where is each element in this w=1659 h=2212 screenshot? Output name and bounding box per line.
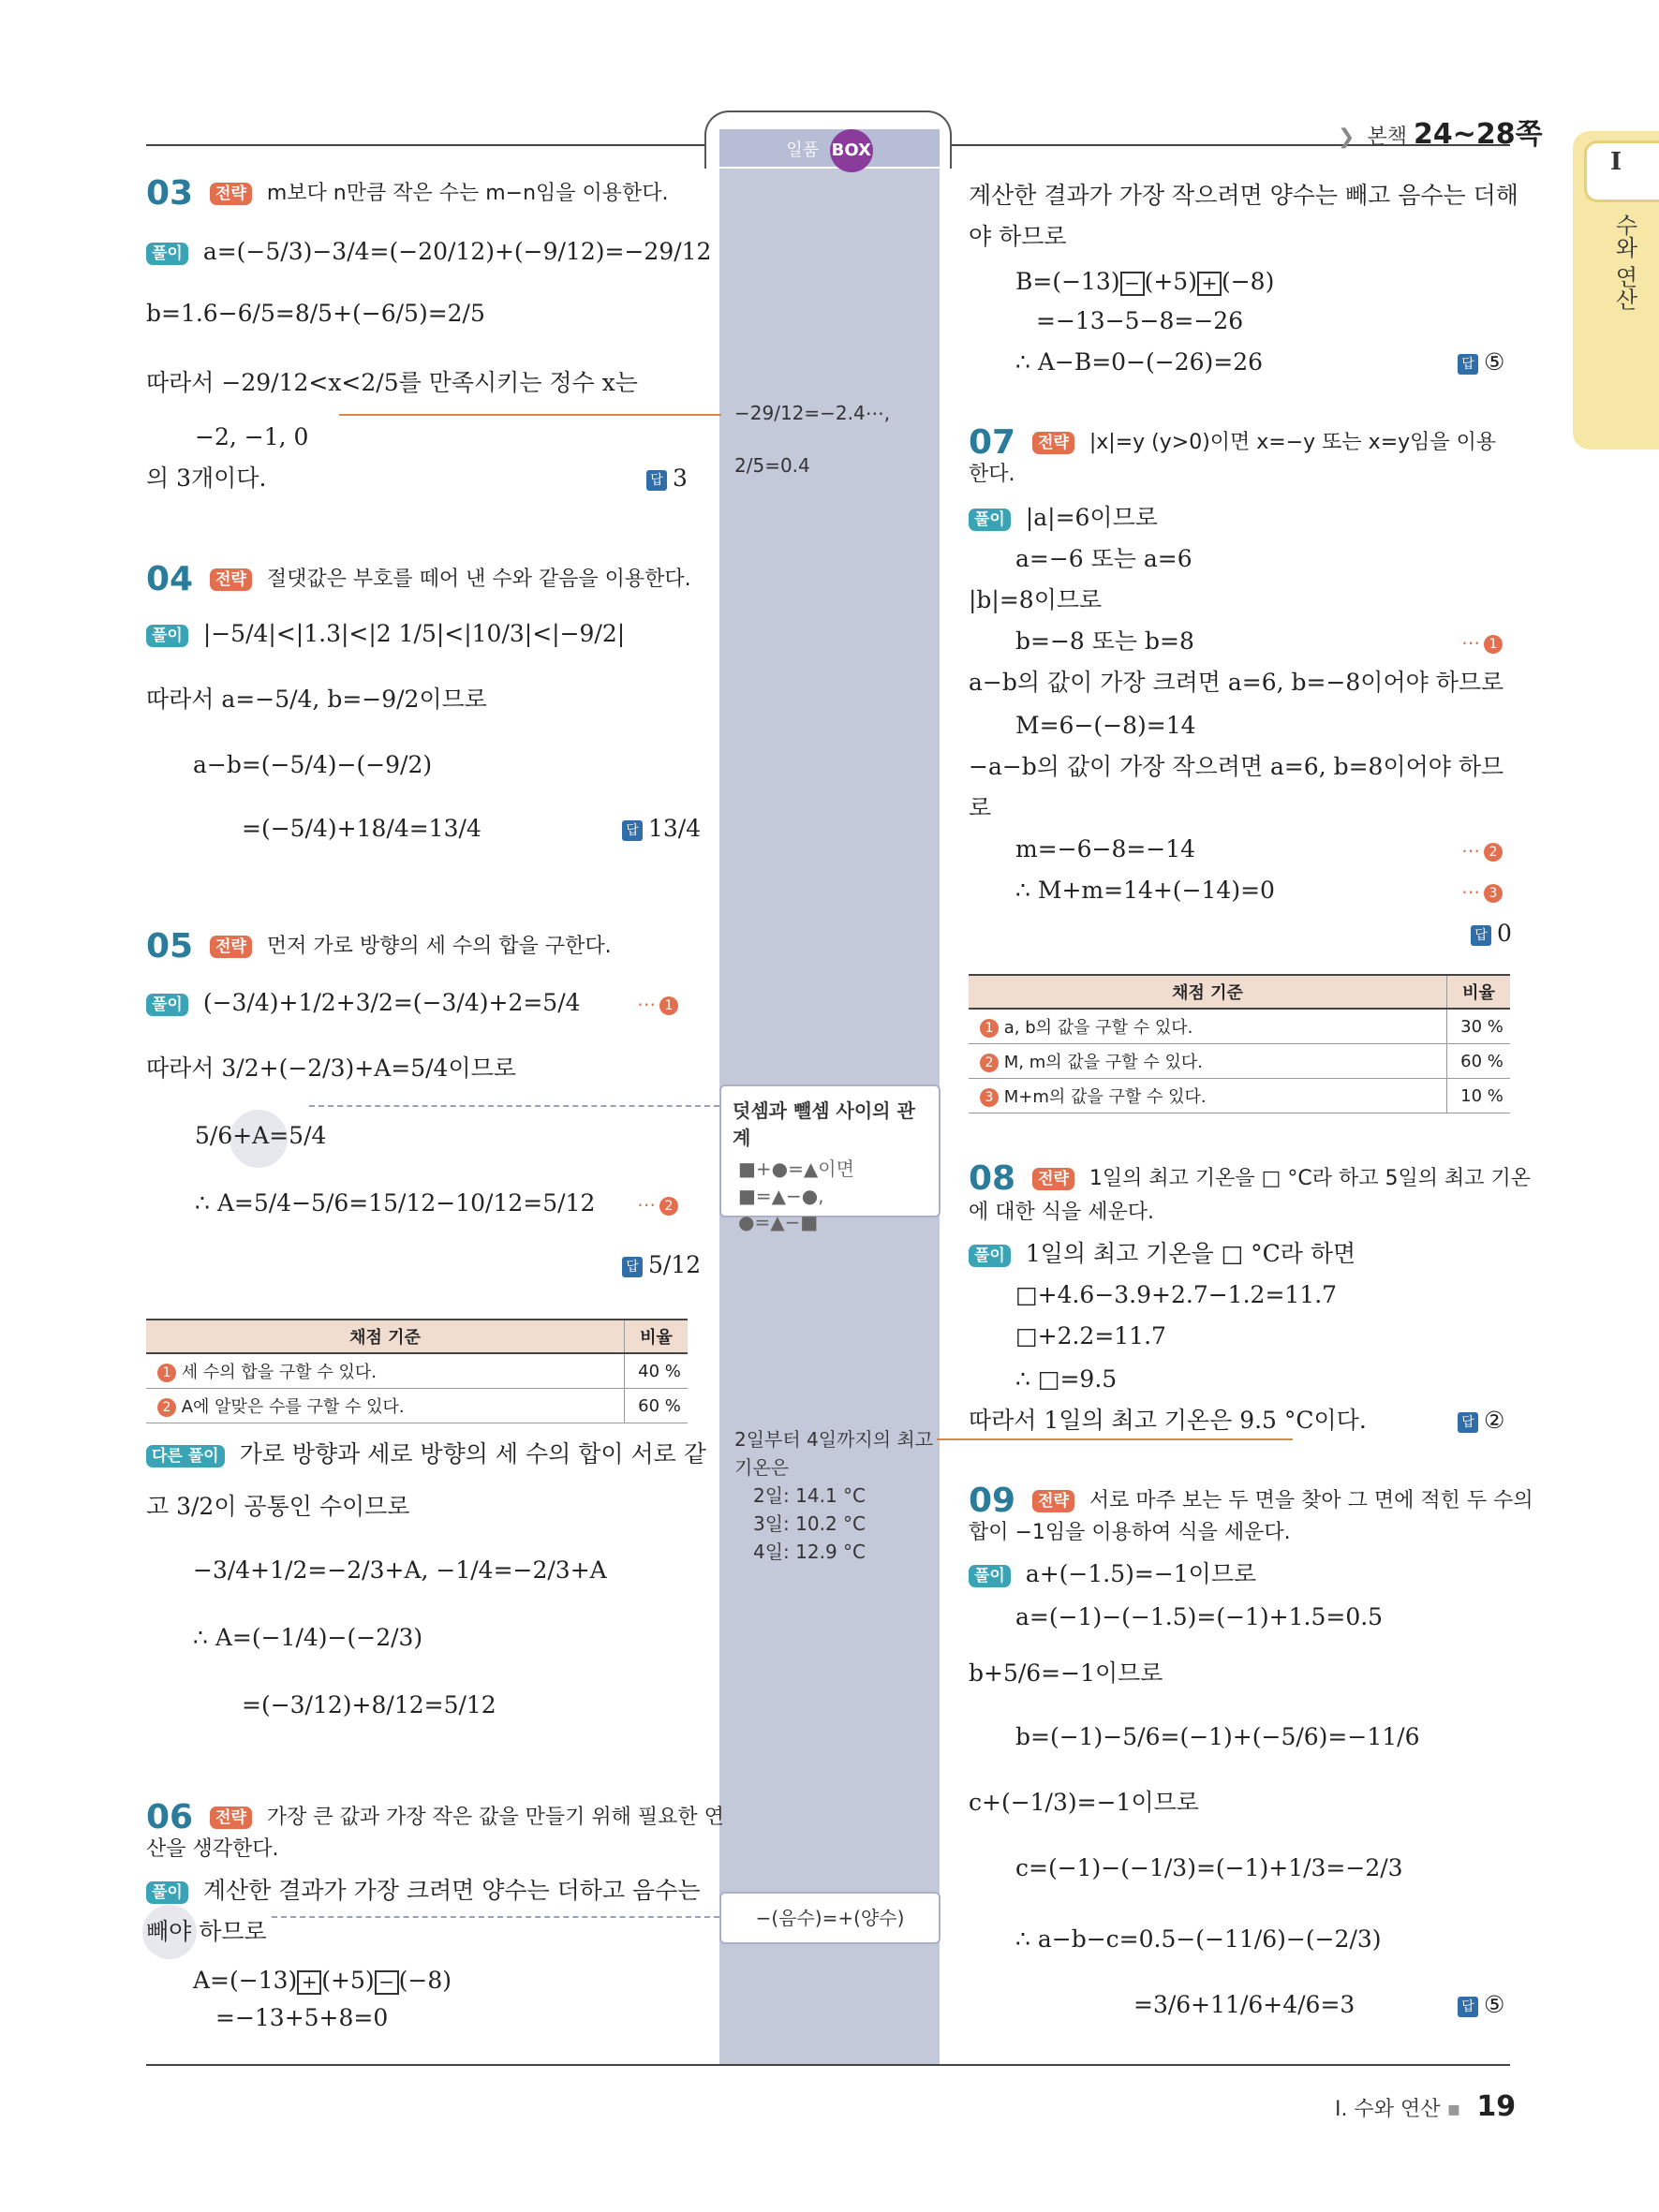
- math-part: (+5): [321, 1967, 375, 1994]
- other-solution-tag: 다른 풀이: [146, 1445, 225, 1467]
- p07-line3: |b|=8이므로: [969, 586, 1103, 613]
- p09-line3: b+5/6=−1이므로: [969, 1659, 1163, 1687]
- p06-right2: 야 하므로: [969, 223, 1067, 250]
- p05-step2: ⋯ 2: [637, 1187, 678, 1220]
- footer-chapter: I. 수와 연산: [1335, 2098, 1441, 2121]
- note2-line: ■+●=▲이면: [738, 1158, 854, 1180]
- strategy-text: 가장 큰 값과 가장 작은 값을 만들기 위해 필요한 연: [266, 1806, 724, 1829]
- p07-line2: a=−6 또는 a=6: [1015, 545, 1192, 572]
- note3-line: 기온은: [734, 1456, 789, 1479]
- note-connector: [937, 1438, 1293, 1440]
- strategy-text: 먼저 가로 방향의 세 수의 합을 구한다.: [266, 935, 612, 958]
- p04-line1: [146, 618, 625, 650]
- page-footer: I. 수와 연산 ▪ 19: [1335, 2090, 1517, 2123]
- step-marker: 1: [157, 1364, 176, 1382]
- p06-header: [146, 1797, 724, 1836]
- table-cell: 40 %: [625, 1353, 689, 1389]
- answer-value: 13/4: [648, 815, 702, 842]
- table-header: 비율: [625, 1320, 689, 1353]
- solution-tag: 풀이: [146, 243, 188, 265]
- note3-line: 4일: 12.9 °C: [753, 1541, 866, 1563]
- p09-line6: c=(−1)−(−1/3)=(−1)+1/3=−2/3: [1015, 1854, 1403, 1881]
- p03-header: [146, 173, 669, 213]
- box-label-text: 일품: [786, 140, 820, 160]
- note3-line: 2일부터 4일까지의 최고: [734, 1428, 934, 1451]
- math-part: (−8): [1221, 268, 1275, 295]
- solution-tag: 풀이: [146, 1881, 188, 1904]
- plus-box-icon: +: [1197, 272, 1222, 296]
- ref-prefix: 본책: [1367, 125, 1407, 149]
- table-row: [146, 1353, 688, 1389]
- p05-other1: [146, 1438, 706, 1470]
- ref-pages: 24~28쪽: [1413, 118, 1543, 151]
- minus-box-icon: −: [1120, 272, 1145, 296]
- p03-line4: −2, −1, 0: [195, 423, 309, 450]
- note-dashed-connector: [272, 1916, 719, 1918]
- p07-score-table: [969, 974, 1510, 1113]
- p08-answer: [1458, 1405, 1504, 1437]
- table-cell: 30 %: [1447, 1009, 1511, 1044]
- table-row: [969, 1079, 1510, 1113]
- step-marker: 1: [1484, 635, 1503, 654]
- step-marker: 3: [980, 1088, 999, 1107]
- note2-box: [719, 1084, 941, 1233]
- step-marker: 2: [659, 1197, 678, 1216]
- p07-line10: ∴ M+m=14+(−14)=0: [1015, 877, 1275, 904]
- p08-header: [969, 1158, 1531, 1198]
- p09-header: [969, 1481, 1533, 1520]
- p03-answer: [646, 463, 688, 494]
- note-connector: [339, 414, 721, 416]
- p04-line2: 따라서 a=−5/4, b=−9/2이므로: [146, 686, 487, 713]
- p07-line6: M=6−(−8)=14: [1015, 712, 1196, 739]
- p07-step3: ⋯ 3: [1461, 875, 1503, 907]
- p07-answer: [1471, 918, 1512, 950]
- strategy-text: 절댓값은 부호를 떼어 낸 수와 같음을 이용한다.: [266, 568, 691, 591]
- math-line: (−3/4)+1/2+3/2=(−3/4)+2=5/4: [202, 989, 581, 1016]
- other-solution-text: 가로 방향과 세로 방향의 세 수의 합이 서로 같: [239, 1440, 706, 1467]
- page-number: 19: [1476, 2090, 1517, 2123]
- answer-value: ⑤: [1484, 348, 1505, 376]
- note3-line: 2일: 14.1 °C: [753, 1484, 866, 1507]
- p07-line8: 로: [969, 794, 992, 821]
- math-part: (+5): [1144, 268, 1197, 295]
- problem-number: 06: [146, 1797, 194, 1836]
- strategy-text: 서로 마주 보는 두 면을 찾아 그 면에 적힌 두 수의: [1089, 1489, 1533, 1512]
- problem-number: 07: [969, 422, 1016, 462]
- answer-icon: 답: [1458, 354, 1478, 375]
- solution-tag: 풀이: [969, 1245, 1011, 1267]
- p08-line3: □+2.2=11.7: [1015, 1322, 1166, 1349]
- p05-header: [146, 926, 612, 966]
- math-line: |−5/4|<|1.3|<|2 1/5|<|10/3|<|−9/2|: [202, 620, 626, 647]
- table-cell: 세 수의 합을 구할 수 있다.: [181, 1363, 377, 1382]
- p04-line3: a−b=(−5/4)−(−9/2): [193, 751, 433, 778]
- p05-other4: ∴ A=(−1/4)−(−2/3): [193, 1624, 423, 1651]
- math-part: (−8): [398, 1967, 452, 1994]
- answer-icon: 답: [1458, 1997, 1478, 2017]
- p06-right1: 계산한 결과가 가장 작으려면 양수는 빼고 음수는 더해: [969, 182, 1518, 209]
- strategy-text: |x|=y (y>0)이면 x=−y 또는 x=y임을 이용: [1089, 431, 1497, 454]
- strategy-text: 1일의 최고 기온을 □ °C라 하고 5일의 최고 기온: [1089, 1167, 1531, 1190]
- strategy-text: m보다 n만큼 작은 수는 m−n임을 이용한다.: [266, 182, 669, 205]
- p05-answer: [622, 1249, 701, 1281]
- math-part: B=(−13): [1015, 268, 1120, 295]
- p04-answer: [622, 813, 701, 845]
- side-tab-roman: I: [1610, 148, 1622, 176]
- math-line: |a|=6이므로: [1025, 504, 1158, 531]
- p08-line2: □+4.6−3.9+2.7−1.2=11.7: [1015, 1281, 1338, 1308]
- step-marker: 2: [157, 1398, 176, 1417]
- minus-box-icon: −: [375, 1970, 399, 1995]
- p09-answer: [1458, 1989, 1504, 2021]
- p07-step2: ⋯ 2: [1461, 833, 1503, 866]
- solution-tag: 풀이: [969, 509, 1011, 531]
- p09-line5: c+(−1/3)=−1이므로: [969, 1789, 1199, 1816]
- strategy-tag: 전략: [210, 1806, 252, 1829]
- p08-strategy2: 에 대한 식을 세운다.: [969, 1201, 1154, 1224]
- p09-line4: b=(−1)−5/6=(−1)+(−5/6)=−11/6: [1015, 1723, 1420, 1750]
- table-cell: 60 %: [625, 1389, 689, 1423]
- solution-tag: 풀이: [969, 1565, 1011, 1587]
- bottom-rule: [146, 2064, 1510, 2066]
- p06-line4: =−13+5+8=0: [215, 2004, 389, 2031]
- strategy-tag: 전략: [210, 568, 252, 591]
- p06-right4: =−13−5−8=−26: [1036, 307, 1244, 334]
- problem-number: 08: [969, 1158, 1016, 1198]
- solution-tag: 풀이: [146, 625, 188, 647]
- problem-number: 03: [146, 173, 194, 213]
- side-tab-label: 수와 연산: [1611, 214, 1637, 311]
- answer-icon: 답: [622, 1257, 643, 1277]
- step-marker: 1: [659, 996, 678, 1015]
- box-badge: BOX: [830, 129, 873, 172]
- p07-line5: a−b의 값이 가장 크려면 a=6, b=−8이어야 하므로: [969, 669, 1504, 696]
- p07-step1: ⋯ 1: [1461, 626, 1503, 658]
- p05-other5: =(−3/12)+8/12=5/12: [242, 1691, 496, 1718]
- page-reference: [1338, 111, 1543, 152]
- note-dashed-connector: [309, 1105, 719, 1107]
- table-header: 채점 기준: [969, 975, 1447, 1009]
- step-marker: 2: [980, 1054, 999, 1072]
- strategy-tag: 전략: [210, 936, 252, 958]
- note3: [734, 1425, 933, 1566]
- answer-value: ⑤: [1484, 1991, 1505, 2018]
- answer-value: 3: [673, 465, 688, 492]
- problem-number: 04: [146, 559, 194, 598]
- step-marker: 3: [1484, 884, 1503, 903]
- note2-title: 덧셈과 뺄셈 사이의 관계: [733, 1099, 915, 1149]
- step-marker: 2: [1484, 843, 1503, 862]
- p05-line1: [146, 987, 581, 1019]
- chapter-side-tab[interactable]: [1573, 131, 1659, 450]
- answer-value: 5/12: [648, 1251, 702, 1278]
- math-line: a+(−1.5)=−1이므로: [1025, 1560, 1257, 1587]
- strategy-tag: 전략: [1032, 1168, 1074, 1190]
- table-header: 채점 기준: [146, 1320, 625, 1353]
- step-marker: 1: [980, 1019, 999, 1038]
- p06-line2: 빼야 하므로: [146, 1918, 267, 1945]
- note4-box: −(음수)=+(양수): [719, 1892, 941, 1944]
- p05-score-table: [146, 1319, 688, 1423]
- strategy-tag: 전략: [1032, 432, 1074, 454]
- answer-icon: 답: [1458, 1412, 1478, 1433]
- p09-line1: [969, 1558, 1256, 1590]
- p08-line1: [969, 1238, 1355, 1270]
- table-row: [146, 1389, 688, 1423]
- p06-answer: [1458, 347, 1504, 378]
- p06-line1: [146, 1875, 701, 1907]
- note2-line: ■=▲−●,: [738, 1185, 824, 1207]
- note2-line: ●=▲−■: [738, 1211, 819, 1233]
- p06-right3: [1015, 266, 1274, 298]
- p05-line3: 5/6+A=5/4: [195, 1122, 327, 1149]
- table-row: [969, 1044, 1510, 1079]
- box-label: [719, 129, 940, 167]
- p07-line9: m=−6−8=−14: [1015, 835, 1196, 863]
- table-cell: M+m의 값을 구할 수 있다.: [1003, 1087, 1207, 1107]
- p09-line8: =3/6+11/6+4/6=3: [1133, 1991, 1355, 2018]
- p05-line2: 따라서 3/2+(−2/3)+A=5/4이므로: [146, 1054, 516, 1082]
- p04-header: [146, 559, 691, 598]
- solution-tag: 풀이: [146, 994, 188, 1016]
- p07-line1: [969, 502, 1158, 534]
- math-part: A=(−13): [193, 1967, 298, 1994]
- plus-box-icon: +: [297, 1970, 321, 1995]
- p08-line4: ∴ □=9.5: [1015, 1365, 1118, 1393]
- p05-other2: 고 3/2이 공통인 수이므로: [146, 1493, 410, 1520]
- table-row: [969, 1009, 1510, 1044]
- strategy-tag: 전략: [210, 183, 252, 205]
- answer-icon: 답: [622, 820, 643, 841]
- answer-value: ②: [1484, 1407, 1505, 1434]
- p09-strategy2: 합이 −1임을 이용하여 식을 세운다.: [969, 1521, 1291, 1544]
- p09-line7: ∴ a−b−c=0.5−(−11/6)−(−2/3): [1015, 1925, 1382, 1953]
- p09-line2: a=(−1)−(−1.5)=(−1)+1.5=0.5: [1015, 1603, 1384, 1630]
- p06-line3: [193, 1965, 452, 1997]
- math-line: 1일의 최고 기온을 □ °C라 하면: [1025, 1240, 1356, 1267]
- p05-other3: −3/4+1/2=−2/3+A, −1/4=−2/3+A: [193, 1556, 607, 1584]
- answer-value: 0: [1497, 920, 1512, 947]
- note3-line: 3일: 10.2 °C: [753, 1512, 866, 1535]
- table-cell: A에 알맞은 수를 구할 수 있다.: [181, 1397, 405, 1417]
- p05-step1: ⋯ 1: [637, 987, 678, 1020]
- table-header: 비율: [1447, 975, 1511, 1009]
- table-cell: M, m의 값을 구할 수 있다.: [1003, 1053, 1203, 1072]
- p03-line5: 의 3개이다.: [146, 465, 267, 492]
- math-line: 계산한 결과가 가장 크려면 양수는 더하고 음수는: [202, 1877, 701, 1904]
- strategy-tag: 전략: [1032, 1490, 1074, 1512]
- table-cell: 60 %: [1447, 1044, 1511, 1079]
- table-cell: a, b의 값을 구할 수 있다.: [1003, 1018, 1193, 1038]
- p06-strategy2: 산을 생각한다.: [146, 1837, 279, 1861]
- p07-strategy2: 한다.: [969, 463, 1015, 486]
- answer-icon: 답: [646, 470, 667, 491]
- answer-icon: 답: [1471, 925, 1491, 946]
- p04-line4: =(−5/4)+18/4=13/4: [242, 815, 481, 842]
- p05-line4: ∴ A=5/4−5/6=15/12−10/12=5/12: [195, 1189, 596, 1217]
- problem-number: 05: [146, 926, 194, 966]
- note1-line1: −29/12=−2.4⋯,: [734, 402, 891, 424]
- p08-line5: 따라서 1일의 최고 기온은 9.5 °C이다.: [969, 1407, 1367, 1434]
- p03-line2: b=1.6−6/5=8/5+(−6/5)=2/5: [146, 300, 485, 327]
- problem-number: 09: [969, 1481, 1016, 1520]
- p03-line3: 따라서 −29/12<x<2/5를 만족시키는 정수 x는: [146, 369, 638, 396]
- p07-line4: b=−8 또는 b=8: [1015, 627, 1194, 655]
- p06-right5: ∴ A−B=0−(−26)=26: [1015, 348, 1264, 376]
- math-line: a=(−5/3)−3/4=(−20/12)+(−9/12)=−29/12: [202, 238, 712, 265]
- table-cell: 10 %: [1447, 1079, 1511, 1113]
- p07-line7: −a−b의 값이 가장 작으려면 a=6, b=8이어야 하므: [969, 753, 1504, 780]
- chevron-right-icon: ❯: [1338, 125, 1355, 149]
- p07-header: [969, 422, 1497, 462]
- p03-line1: [146, 236, 711, 268]
- note1-line2: 2/5=0.4: [734, 454, 810, 477]
